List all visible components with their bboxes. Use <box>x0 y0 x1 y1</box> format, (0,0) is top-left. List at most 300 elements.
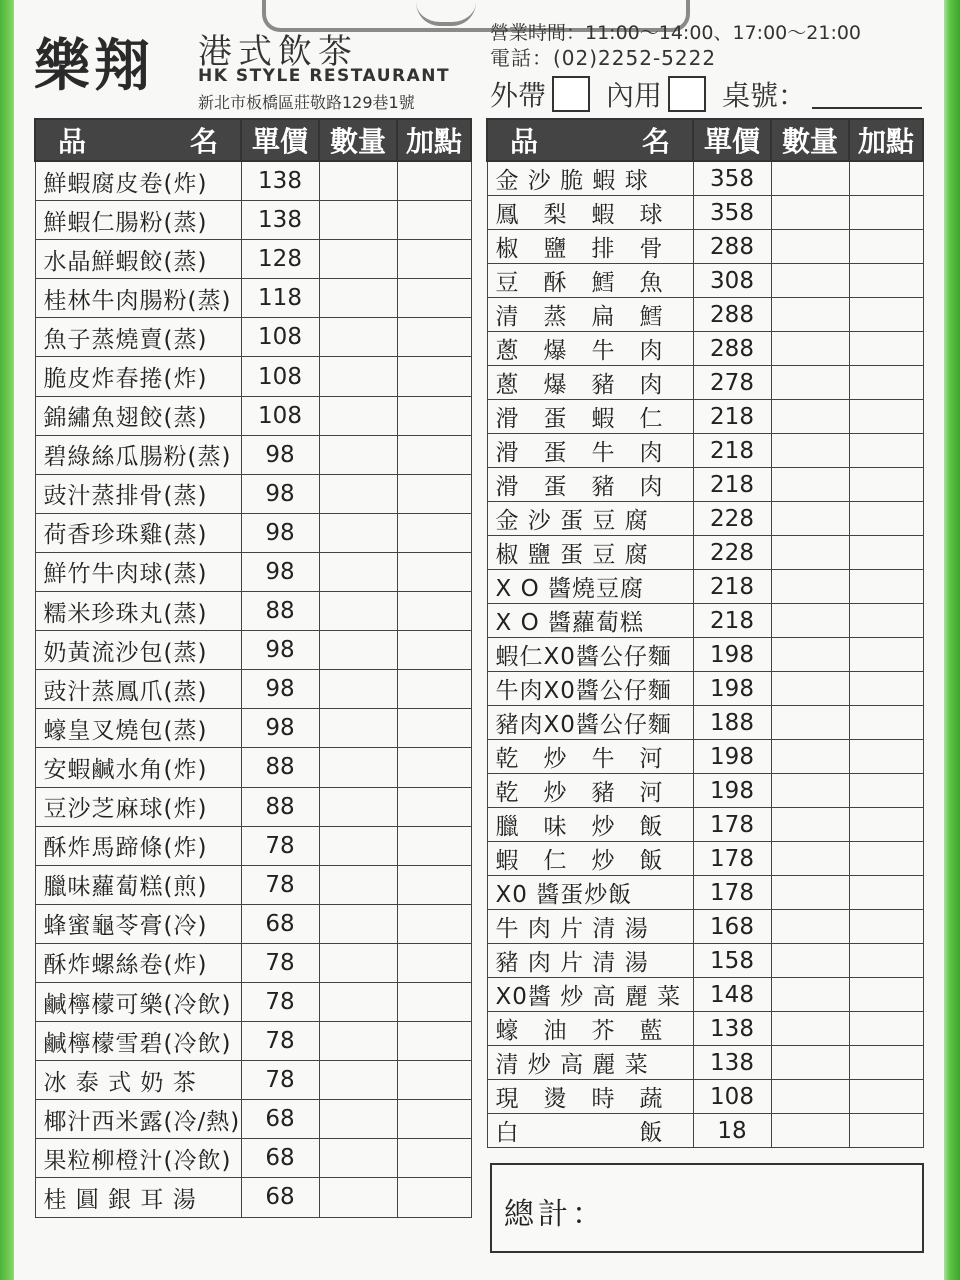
extra-order-cell[interactable] <box>849 740 923 774</box>
item-name: 現 燙 時 蔬 <box>487 1080 693 1114</box>
extra-order-cell[interactable] <box>397 631 471 670</box>
quantity-cell[interactable] <box>319 1061 397 1100</box>
item-name: 鮮蝦仁腸粉(蒸) <box>35 201 241 240</box>
menu-row <box>487 706 923 740</box>
item-price: 68 <box>241 904 319 943</box>
item-name: 蠔皇叉燒包(蒸) <box>35 709 241 748</box>
extra-order-cell[interactable] <box>397 1139 471 1178</box>
item-name: 豉汁蒸鳳爪(蒸) <box>35 670 241 709</box>
menu-row <box>487 570 923 604</box>
item-price: 358 <box>693 161 771 196</box>
restaurant-english-name: HK STYLE RESTAURANT <box>198 66 451 86</box>
quantity-cell[interactable] <box>771 774 849 808</box>
extra-order-cell[interactable] <box>397 865 471 904</box>
extra-order-cell[interactable] <box>849 774 923 808</box>
header-price: 單價 <box>241 119 319 161</box>
menu-row <box>487 502 923 536</box>
item-name: 滑 蛋 豬 肉 <box>487 468 693 502</box>
extra-order-cell[interactable] <box>397 826 471 865</box>
menu-row <box>487 808 923 842</box>
item-price: 188 <box>693 706 771 740</box>
extra-order-cell[interactable] <box>849 230 923 264</box>
item-name: 奶黃流沙包(蒸) <box>35 631 241 670</box>
extra-order-cell[interactable] <box>849 944 923 978</box>
quantity-cell[interactable] <box>771 638 849 672</box>
quantity-cell[interactable] <box>771 740 849 774</box>
item-name: 滑 蛋 蝦 仁 <box>487 400 693 434</box>
menu-row <box>487 1114 923 1148</box>
extra-order-cell[interactable] <box>849 264 923 298</box>
order-type-options <box>490 74 922 114</box>
item-price: 68 <box>241 1139 319 1178</box>
item-price: 288 <box>693 332 771 366</box>
item-price: 218 <box>693 434 771 468</box>
extra-order-cell[interactable] <box>849 638 923 672</box>
quantity-cell[interactable] <box>771 910 849 944</box>
menu-row <box>487 1080 923 1114</box>
item-price: 198 <box>693 638 771 672</box>
quantity-cell[interactable] <box>771 264 849 298</box>
item-name: 鮮竹牛肉球(蒸) <box>35 552 241 591</box>
item-name: 乾 炒 牛 河 <box>487 740 693 774</box>
item-price: 168 <box>693 910 771 944</box>
item-name: 安蝦鹹水角(炸) <box>35 748 241 787</box>
item-name: 蝦 仁 炒 飯 <box>487 842 693 876</box>
item-price: 288 <box>693 230 771 264</box>
quantity-cell[interactable] <box>319 943 397 982</box>
item-price: 178 <box>693 808 771 842</box>
item-name: 魚子蒸燒賣(蒸) <box>35 318 241 357</box>
header-quantity: 數量 <box>771 119 849 161</box>
menu-row <box>35 631 471 670</box>
extra-order-cell[interactable] <box>397 474 471 513</box>
item-name: 荷香珍珠雞(蒸) <box>35 513 241 552</box>
extra-order-cell[interactable] <box>397 240 471 279</box>
menu-row <box>35 748 471 787</box>
header-extra: 加點 <box>397 119 471 161</box>
item-price: 78 <box>241 1022 319 1061</box>
item-name: 豆沙芝麻球(炸) <box>35 787 241 826</box>
menu-row <box>35 670 471 709</box>
quantity-cell[interactable] <box>771 536 849 570</box>
item-name: 果粒柳橙汁(冷飲) <box>35 1139 241 1178</box>
quantity-cell[interactable] <box>319 513 397 552</box>
extra-order-cell[interactable] <box>849 978 923 1012</box>
quantity-cell[interactable] <box>771 604 849 638</box>
dinein-label: 內用 <box>606 79 663 112</box>
item-price: 108 <box>241 318 319 357</box>
item-name: X O 醬燒豆腐 <box>487 570 693 604</box>
menu-row <box>487 230 923 264</box>
menu-row <box>35 201 471 240</box>
item-price: 68 <box>241 1178 319 1217</box>
item-name: 椒 鹽 排 骨 <box>487 230 693 264</box>
item-name: 臘 味 炒 飯 <box>487 808 693 842</box>
menu-row <box>487 366 923 400</box>
item-name: 蝦仁X0醬公仔麵 <box>487 638 693 672</box>
header-extra: 加點 <box>849 119 923 161</box>
item-name: X O 醬蘿蔔糕 <box>487 604 693 638</box>
extra-order-cell[interactable] <box>397 670 471 709</box>
menu-row <box>35 826 471 865</box>
extra-order-cell[interactable] <box>397 1061 471 1100</box>
menu-row <box>487 196 923 230</box>
extra-order-cell[interactable] <box>849 400 923 434</box>
menu-row <box>487 604 923 638</box>
extra-order-cell[interactable] <box>849 672 923 706</box>
item-name: 鮮蝦腐皮卷(炸) <box>35 161 241 201</box>
dinein-checkbox[interactable] <box>668 76 706 112</box>
item-name: 鹹檸檬雪碧(冷飲) <box>35 1022 241 1061</box>
item-price: 218 <box>693 570 771 604</box>
menu-row <box>487 298 923 332</box>
item-name: 鳳 梨 蝦 球 <box>487 196 693 230</box>
menu-row <box>487 774 923 808</box>
item-price: 98 <box>241 513 319 552</box>
item-price: 98 <box>241 435 319 474</box>
quantity-cell[interactable] <box>319 631 397 670</box>
item-price: 108 <box>241 396 319 435</box>
item-price: 88 <box>241 592 319 631</box>
menu-row <box>35 865 471 904</box>
quantity-cell[interactable] <box>771 366 849 400</box>
header-item-name: 品 名 <box>35 119 241 161</box>
quantity-cell[interactable] <box>771 502 849 536</box>
item-price: 228 <box>693 502 771 536</box>
extra-order-cell[interactable] <box>397 1022 471 1061</box>
header-quantity: 數量 <box>319 119 397 161</box>
item-name: 桂 圓 銀 耳 湯 <box>35 1178 241 1217</box>
extra-order-cell[interactable] <box>849 910 923 944</box>
menu-row <box>487 910 923 944</box>
item-name: 蔥 爆 牛 肉 <box>487 332 693 366</box>
quantity-cell[interactable] <box>319 1100 397 1139</box>
item-price: 288 <box>693 298 771 332</box>
menu-row <box>35 1178 471 1217</box>
extra-order-cell[interactable] <box>397 748 471 787</box>
quantity-cell[interactable] <box>319 787 397 826</box>
quantity-cell[interactable] <box>771 570 849 604</box>
extra-order-cell[interactable] <box>849 706 923 740</box>
item-name: 金 沙 蛋 豆 腐 <box>487 502 693 536</box>
menu-row <box>487 161 923 196</box>
header-price: 單價 <box>693 119 771 161</box>
quantity-cell[interactable] <box>771 808 849 842</box>
menu-row <box>35 787 471 826</box>
extra-order-cell[interactable] <box>849 536 923 570</box>
item-price: 128 <box>241 240 319 279</box>
quantity-cell[interactable] <box>771 978 849 1012</box>
item-price: 108 <box>693 1080 771 1114</box>
item-name: 牛 肉 片 清 湯 <box>487 910 693 944</box>
menu-row <box>487 400 923 434</box>
item-price: 148 <box>693 978 771 1012</box>
quantity-cell[interactable] <box>319 357 397 396</box>
menu-row <box>487 434 923 468</box>
menu-table-left <box>34 118 472 1218</box>
quantity-cell[interactable] <box>771 230 849 264</box>
extra-order-cell[interactable] <box>849 298 923 332</box>
item-price: 98 <box>241 474 319 513</box>
item-name: 椰汁西米露(冷/熱) <box>35 1100 241 1139</box>
item-price: 138 <box>241 201 319 240</box>
takeout-label: 外帶 <box>490 79 547 112</box>
extra-order-cell[interactable] <box>849 808 923 842</box>
item-price: 118 <box>241 279 319 318</box>
extra-order-cell[interactable] <box>397 1178 471 1217</box>
extra-order-cell[interactable] <box>397 552 471 591</box>
item-name: 錦繡魚翅餃(蒸) <box>35 396 241 435</box>
quantity-cell[interactable] <box>319 552 397 591</box>
quantity-cell[interactable] <box>319 1178 397 1217</box>
menu-row <box>487 1046 923 1080</box>
extra-order-cell[interactable] <box>849 1012 923 1046</box>
quantity-cell[interactable] <box>319 318 397 357</box>
takeout-checkbox[interactable] <box>552 76 590 112</box>
extra-order-cell[interactable] <box>849 502 923 536</box>
item-name: 牛肉X0醬公仔麵 <box>487 672 693 706</box>
item-price: 98 <box>241 631 319 670</box>
menu-row <box>35 943 471 982</box>
extra-order-cell[interactable] <box>397 592 471 631</box>
menu-row <box>35 357 471 396</box>
item-price: 218 <box>693 400 771 434</box>
menu-row <box>35 474 471 513</box>
menu-row <box>487 672 923 706</box>
extra-order-cell[interactable] <box>849 1080 923 1114</box>
quantity-cell[interactable] <box>771 468 849 502</box>
quantity-cell[interactable] <box>319 709 397 748</box>
extra-order-cell[interactable] <box>397 318 471 357</box>
extra-order-cell[interactable] <box>397 161 471 201</box>
extra-order-cell[interactable] <box>397 787 471 826</box>
quantity-cell[interactable] <box>319 1139 397 1178</box>
extra-order-cell[interactable] <box>849 842 923 876</box>
item-name: 水晶鮮蝦餃(蒸) <box>35 240 241 279</box>
item-price: 68 <box>241 1100 319 1139</box>
quantity-cell[interactable] <box>771 332 849 366</box>
restaurant-logo: 樂翔 <box>34 33 154 99</box>
item-name: 豬肉X0醬公仔麵 <box>487 706 693 740</box>
item-price: 88 <box>241 748 319 787</box>
item-name: 碧綠絲瓜腸粉(蒸) <box>35 435 241 474</box>
quantity-cell[interactable] <box>319 826 397 865</box>
menu-row <box>487 740 923 774</box>
menu-row <box>35 552 471 591</box>
menu-row <box>487 876 923 910</box>
item-price: 218 <box>693 468 771 502</box>
quantity-cell[interactable] <box>771 196 849 230</box>
item-name: 冰 泰 式 奶 茶 <box>35 1061 241 1100</box>
quantity-cell[interactable] <box>319 904 397 943</box>
menu-row <box>35 1061 471 1100</box>
item-name: 椒 鹽 蛋 豆 腐 <box>487 536 693 570</box>
extra-order-cell[interactable] <box>397 357 471 396</box>
menu-row <box>35 1100 471 1139</box>
item-name: 滑 蛋 牛 肉 <box>487 434 693 468</box>
item-price: 278 <box>693 366 771 400</box>
table-number-field[interactable] <box>812 79 922 109</box>
header-item-name: 品 名 <box>487 119 693 161</box>
item-name: 白 飯 <box>487 1114 693 1148</box>
quantity-cell[interactable] <box>771 434 849 468</box>
item-price: 138 <box>693 1012 771 1046</box>
item-name: 蔥 爆 豬 肉 <box>487 366 693 400</box>
item-name: 豆 酥 鱈 魚 <box>487 264 693 298</box>
menu-row <box>35 396 471 435</box>
item-name: 金 沙 脆 蝦 球 <box>487 161 693 196</box>
menu-row <box>35 279 471 318</box>
menu-row <box>35 318 471 357</box>
extra-order-cell[interactable] <box>849 332 923 366</box>
menu-row <box>35 513 471 552</box>
menu-row <box>35 161 471 201</box>
quantity-cell[interactable] <box>771 706 849 740</box>
quantity-cell[interactable] <box>771 672 849 706</box>
quantity-cell[interactable] <box>319 865 397 904</box>
item-price: 78 <box>241 943 319 982</box>
item-price: 108 <box>241 357 319 396</box>
item-price: 98 <box>241 552 319 591</box>
menu-row <box>35 982 471 1021</box>
quantity-cell[interactable] <box>771 161 849 196</box>
item-name: 酥炸馬蹄條(炸) <box>35 826 241 865</box>
item-name: 清 炒 高 麗 菜 <box>487 1046 693 1080</box>
opening-hours: 營業時間：11:00～14:00、17:00～21:00 <box>490 22 862 44</box>
item-name: 桂林牛肉腸粉(蒸) <box>35 279 241 318</box>
item-price: 78 <box>241 1061 319 1100</box>
total-label: 總計： <box>504 1197 606 1232</box>
extra-order-cell[interactable] <box>397 513 471 552</box>
item-price: 358 <box>693 196 771 230</box>
item-name: 豉汁蒸排骨(蒸) <box>35 474 241 513</box>
item-name: 豬 肉 片 清 湯 <box>487 944 693 978</box>
extra-order-cell[interactable] <box>849 876 923 910</box>
menu-row <box>35 709 471 748</box>
quantity-cell[interactable] <box>771 298 849 332</box>
item-price: 198 <box>693 672 771 706</box>
item-name: 臘味蘿蔔糕(煎) <box>35 865 241 904</box>
extra-order-cell[interactable] <box>397 396 471 435</box>
item-price: 158 <box>693 944 771 978</box>
extra-order-cell[interactable] <box>397 279 471 318</box>
item-name: 蜂蜜龜苓膏(冷) <box>35 904 241 943</box>
extra-order-cell[interactable] <box>397 943 471 982</box>
item-price: 98 <box>241 709 319 748</box>
menu-row <box>487 944 923 978</box>
quantity-cell[interactable] <box>319 748 397 787</box>
quantity-cell[interactable] <box>319 670 397 709</box>
quantity-cell[interactable] <box>319 474 397 513</box>
item-price: 138 <box>693 1046 771 1080</box>
quantity-cell[interactable] <box>771 1046 849 1080</box>
extra-order-cell[interactable] <box>849 570 923 604</box>
quantity-cell[interactable] <box>771 944 849 978</box>
item-price: 218 <box>693 604 771 638</box>
extra-order-cell[interactable] <box>849 434 923 468</box>
quantity-cell[interactable] <box>319 396 397 435</box>
item-price: 178 <box>693 842 771 876</box>
menu-row <box>487 332 923 366</box>
quantity-cell[interactable] <box>319 279 397 318</box>
restaurant-subtitle: 港式飲茶 <box>198 32 358 72</box>
item-price: 198 <box>693 740 771 774</box>
quantity-cell[interactable] <box>771 842 849 876</box>
quantity-cell[interactable] <box>319 1022 397 1061</box>
menu-row <box>487 264 923 298</box>
menu-table-right <box>486 118 924 1148</box>
item-name: X0醬 炒 高 麗 菜 <box>487 978 693 1012</box>
item-price: 228 <box>693 536 771 570</box>
extra-order-cell[interactable] <box>397 435 471 474</box>
item-name: 糯米珍珠丸(蒸) <box>35 592 241 631</box>
menu-row <box>487 842 923 876</box>
menu-row <box>487 1012 923 1046</box>
menu-row <box>35 240 471 279</box>
item-price: 198 <box>693 774 771 808</box>
item-price: 308 <box>693 264 771 298</box>
quantity-cell[interactable] <box>319 161 397 201</box>
extra-order-cell[interactable] <box>849 196 923 230</box>
item-name: 乾 炒 豬 河 <box>487 774 693 808</box>
item-name: 脆皮炸春捲(炸) <box>35 357 241 396</box>
phone-number: 電話：(02)2252-5222 <box>490 46 717 70</box>
quantity-cell[interactable] <box>319 201 397 240</box>
extra-order-cell[interactable] <box>397 904 471 943</box>
table-number-label: 桌號： <box>722 79 807 112</box>
quantity-cell[interactable] <box>771 400 849 434</box>
menu-row <box>487 468 923 502</box>
quantity-cell[interactable] <box>319 592 397 631</box>
total-box[interactable] <box>490 1163 924 1253</box>
quantity-cell[interactable] <box>319 982 397 1021</box>
item-price: 18 <box>693 1114 771 1148</box>
extra-order-cell[interactable] <box>849 1114 923 1148</box>
quantity-cell[interactable] <box>771 1080 849 1114</box>
quantity-cell[interactable] <box>319 435 397 474</box>
item-price: 78 <box>241 982 319 1021</box>
menu-row <box>35 1022 471 1061</box>
item-price: 98 <box>241 670 319 709</box>
item-price: 138 <box>241 161 319 201</box>
menu-row <box>487 638 923 672</box>
extra-order-cell[interactable] <box>849 604 923 638</box>
menu-row <box>487 978 923 1012</box>
quantity-cell[interactable] <box>771 1114 849 1148</box>
item-name: 鹹檸檬可樂(冷飲) <box>35 982 241 1021</box>
item-price: 88 <box>241 787 319 826</box>
menu-row <box>35 592 471 631</box>
restaurant-address: 新北市板橋區莊敬路129巷1號 <box>198 93 415 112</box>
quantity-cell[interactable] <box>771 876 849 910</box>
extra-order-cell[interactable] <box>849 1046 923 1080</box>
extra-order-cell[interactable] <box>397 709 471 748</box>
menu-row <box>487 536 923 570</box>
menu-row <box>35 435 471 474</box>
extra-order-cell[interactable] <box>397 982 471 1021</box>
menu-row <box>35 904 471 943</box>
item-name: 清 蒸 扁 鱈 <box>487 298 693 332</box>
item-price: 78 <box>241 826 319 865</box>
quantity-cell[interactable] <box>771 1012 849 1046</box>
quantity-cell[interactable] <box>319 240 397 279</box>
extra-order-cell[interactable] <box>849 161 923 196</box>
extra-order-cell[interactable] <box>397 1100 471 1139</box>
extra-order-cell[interactable] <box>849 366 923 400</box>
extra-order-cell[interactable] <box>397 201 471 240</box>
item-name: X0 醬蛋炒飯 <box>487 876 693 910</box>
extra-order-cell[interactable] <box>849 468 923 502</box>
